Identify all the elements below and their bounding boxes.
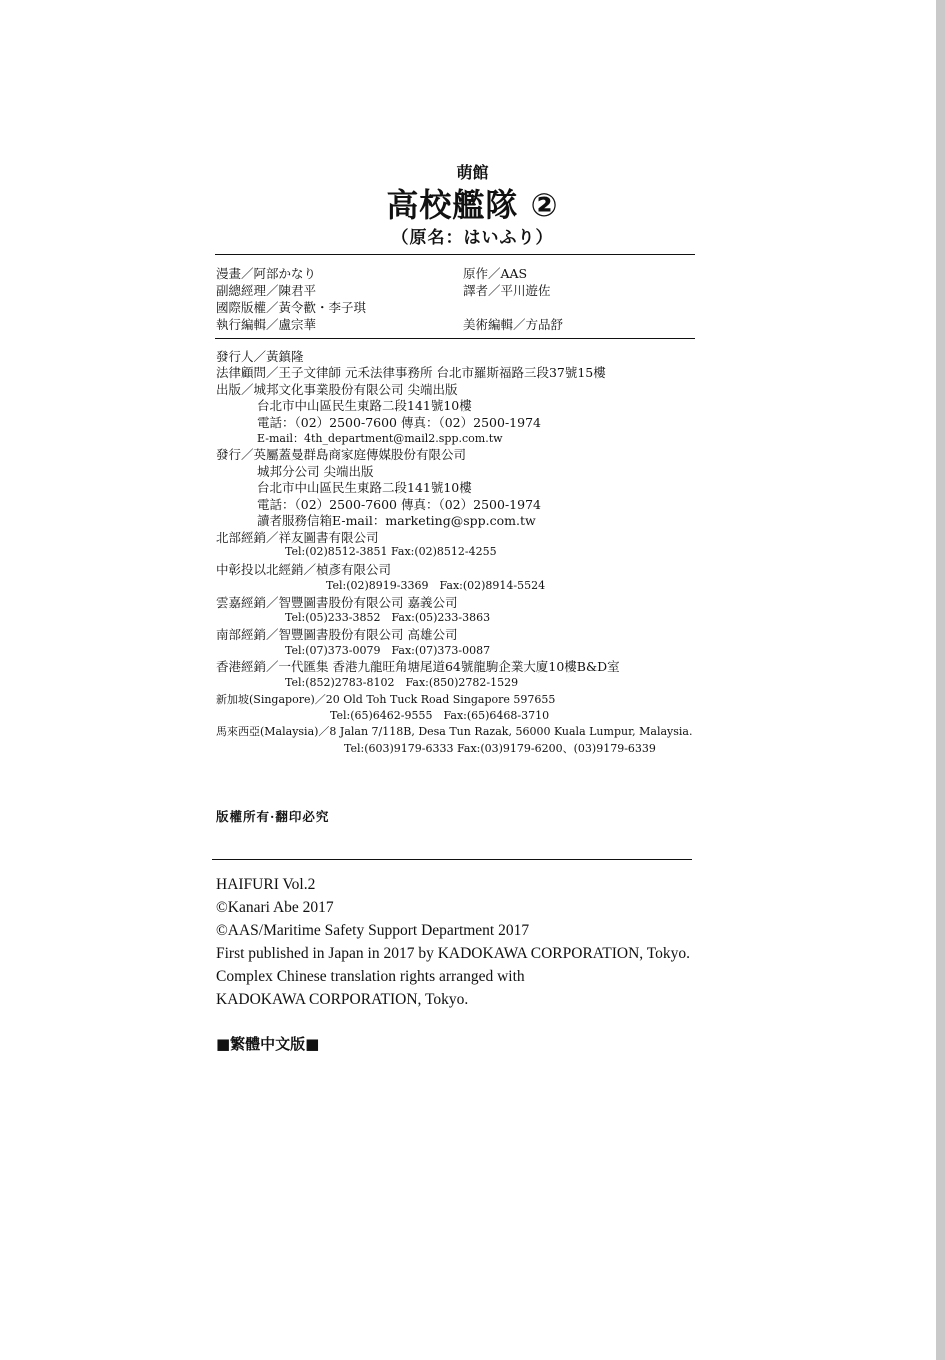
imprint-line: 電話：（02）2500-7600 傳真：（02）2500-1974 (257, 415, 541, 430)
edition-label: ■繁體中文版■ (216, 1035, 320, 1053)
divider-middle (215, 338, 695, 339)
imprint-line: 城邦分公司 尖端出版 (257, 464, 374, 479)
imprint-line: 雲嘉經銷／智豐圖書股份有限公司 嘉義公司 (216, 595, 458, 610)
imprint-line: 電話：（02）2500-7600 傳真：（02）2500-1974 (257, 497, 541, 512)
copyright-line: ©AAS/Maritime Safety Support Department 2017 (216, 922, 530, 939)
imprint-line: 法律顧問／王子文律師 元禾法律事務所 台北市羅斯福路三段37號15樓 (216, 365, 606, 380)
imprint-line: 台北市中山區民生東路二段141號10樓 (257, 480, 472, 495)
imprint-line: Tel:(02)8512-3851 Fax:(02)8512-4255 (285, 545, 497, 558)
imprint-line: 北部經銷／祥友圖書有限公司 (216, 530, 379, 545)
copyright-line: HAIFURI Vol.2 (216, 876, 316, 893)
copyright-line: First published in Japan in 2017 by KADOKAWA CORPORATION, Tokyo. (216, 945, 691, 962)
credit-intl-rights: 國際版權／黃令歡・李子琪 (216, 300, 367, 315)
publisher-label: 萌館 (456, 163, 489, 182)
rights-reserved: 版權所有·翻印必究 (216, 809, 330, 824)
imprint-line: Tel:(02)8919-3369 Fax:(02)8914-5524 (326, 579, 546, 592)
imprint-line: 南部經銷／智豐圖書股份有限公司 高雄公司 (216, 627, 458, 642)
imprint-line: Tel:(852)2783-8102 Fax:(850)2782-1529 (285, 676, 519, 689)
imprint-line: Tel:(603)9179-6333 Fax:(03)9179-6200、(03)9179-6339 (344, 742, 656, 755)
imprint-line: 發行／英屬蓋曼群島商家庭傳媒股份有限公司 (216, 447, 467, 462)
credit-executive-editor: 執行編輯／盧宗華 (216, 317, 317, 332)
imprint-line: 馬來西亞(Malaysia)／8 Jalan 7/118B, Desa Tun Razak, 56000 Kuala Lumpur, Malaysia. (216, 725, 693, 738)
copyright-line: ©Kanari Abe 2017 (216, 899, 334, 916)
original-title: （原名：はいふり） (391, 228, 554, 248)
imprint-line: Tel:(05)233-3852 Fax:(05)233-3863 (285, 611, 491, 624)
copyright-line: KADOKAWA CORPORATION, Tokyo. (216, 991, 469, 1008)
divider-top (215, 254, 695, 255)
imprint-line: 香港經銷／一代匯集 香港九龍旺角塘尾道64號龍駒企業大廈10樓B&D室 (216, 659, 620, 674)
book-title: 高校艦隊 ② (386, 186, 559, 224)
copyright-line: Complex Chinese translation rights arranged with (216, 968, 525, 985)
imprint-line: Tel:(07)373-0079 Fax:(07)373-0087 (285, 644, 491, 657)
credit-deputy-gm: 副總經理／陳君平 (216, 283, 317, 298)
credit-original: 原作／AAS (463, 266, 528, 281)
credit-manga: 漫畫／阿部かなり (216, 266, 317, 281)
imprint-line: 出版／城邦文化事業股份有限公司 尖端出版 (216, 382, 458, 397)
imprint-line: 發行人／黃鎮隆 (216, 349, 304, 364)
credit-translator: 譯者／平川遊佐 (463, 283, 551, 298)
imprint-line: E-mail：4th_department@mail2.spp.com.tw (257, 432, 503, 445)
imprint-line: Tel:(65)6462-9555 Fax:(65)6468-3710 (330, 709, 550, 722)
divider-bottom (212, 859, 692, 860)
imprint-line: 新加坡(Singapore)／20 Old Toh Tuck Road Singapore 597655 (216, 693, 556, 706)
credit-art-editor: 美術編輯／方品舒 (463, 317, 564, 332)
imprint-line: 中彰投以北經銷／楨彥有限公司 (216, 562, 392, 577)
imprint-line: 讀者服務信箱E-mail：marketing@spp.com.tw (257, 513, 536, 528)
imprint-line: 台北市中山區民生東路二段141號10樓 (257, 398, 472, 413)
